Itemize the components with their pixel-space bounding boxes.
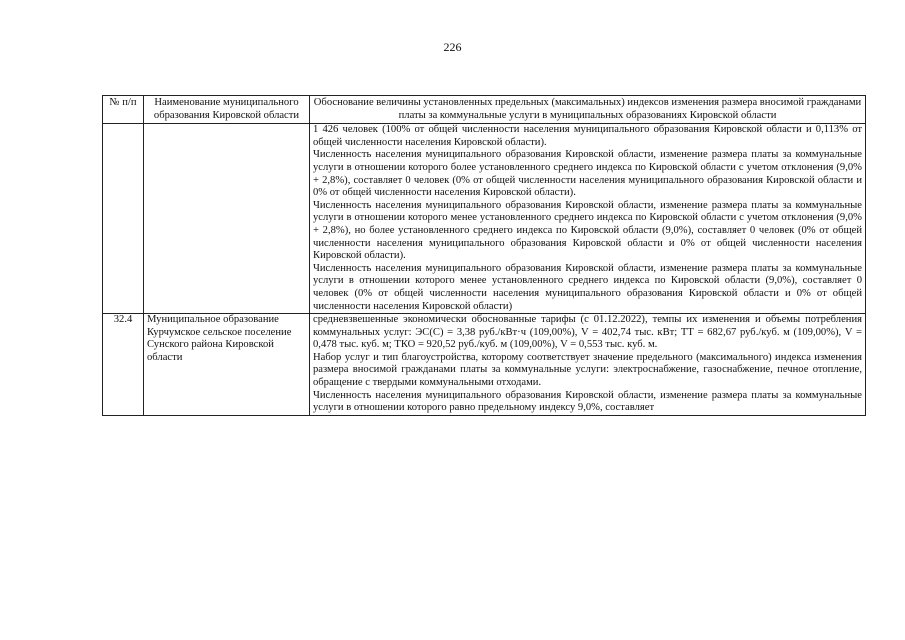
row-justification bbox=[310, 314, 866, 416]
table-row bbox=[103, 124, 866, 314]
header-municipality: Наименование муниципального образования Кировской области bbox=[144, 96, 310, 124]
row-number: 32.4 bbox=[103, 314, 144, 416]
table-header-row bbox=[103, 96, 866, 124]
row-municipality: Муниципальное образование Курчумское сельское поселение Сунского района Кировской области bbox=[144, 314, 310, 416]
justification-paragraph: Численность населения муниципального образования Кировской области, изменение размера платы за коммунальные услуги в отношении которого менее установленного среднего индекса по Кировской области с учетом отклонения (9,0% + 2,8%), но более установленного среднего индекса по Кировской области (9,0%), составляет 0 человек (0% от общей численности населения муниципального образования Кировской области и 0% от общей численности населения Кировской области). bbox=[313, 199, 862, 262]
justification-paragraph: Численность населения муниципального образования Кировской области, изменение размера платы за коммунальные услуги в отношении которого менее установленного среднего индекса по Кировской области (9,0%), составляет 0 человек (0% от общей численности населения муниципального образования Кировской области и 0% от общей численности населения Кировской области) bbox=[313, 262, 862, 312]
row-justification bbox=[310, 124, 866, 314]
row-municipality bbox=[144, 124, 310, 314]
justification-paragraph: 1 426 человек (100% от общей численности населения муниципального образования Кировской области и 0,113% от общей численности населения Кировской области). bbox=[313, 124, 862, 148]
header-number: № п/п bbox=[103, 96, 144, 124]
justification-paragraph: Набор услуг и тип благоустройства, которому соответствует значение предельного (максимального) индекса изменения размера вносимой гражданами платы за коммунальные услуги: электроснабжение, газоснабжение, печное отопление, обращение с твердыми коммунальными отходами. bbox=[313, 351, 862, 389]
justification-table bbox=[102, 95, 866, 416]
justification-paragraph: средневзвешенные экономически обоснованные тарифы (с 01.12.2022), темпы их изменения и объемы потребления коммунальных услуг: ЭС(С) = 3,38 руб./кВт·ч (109,00%), V = 402,74 тыс. кВт; ТТ = 682,67 руб./куб. м (109,00%), V = 0,478 тыс. куб. м; ТКО = 920,52 руб./куб. м (109,00%), V = 0,553 тыс. куб. м. bbox=[313, 314, 862, 351]
table-row bbox=[103, 314, 866, 416]
justification-paragraph: Численность населения муниципального образования Кировской области, изменение размера платы за коммунальные услуги в отношении которого равно предельному индексу 9,0%, составляет bbox=[313, 389, 862, 414]
row-number bbox=[103, 124, 144, 314]
header-justification: Обоснование величины установленных предельных (максимальных) индексов изменения размера вносимой гражданами платы за коммунальные услуги в муниципальных образованиях Кировской области bbox=[310, 96, 866, 124]
page-number: 226 bbox=[443, 40, 462, 54]
justification-paragraph: Численность населения муниципального образования Кировской области, изменение размера платы за коммунальные услуги в отношении которого более установленного среднего индекса по Кировской области с учетом отклонения (9,0% + 2,8%), составляет 0 человек (0% от общей численности населения муниципального образования Кировской области и 0% от общей численности населения Кировской области). bbox=[313, 149, 862, 199]
